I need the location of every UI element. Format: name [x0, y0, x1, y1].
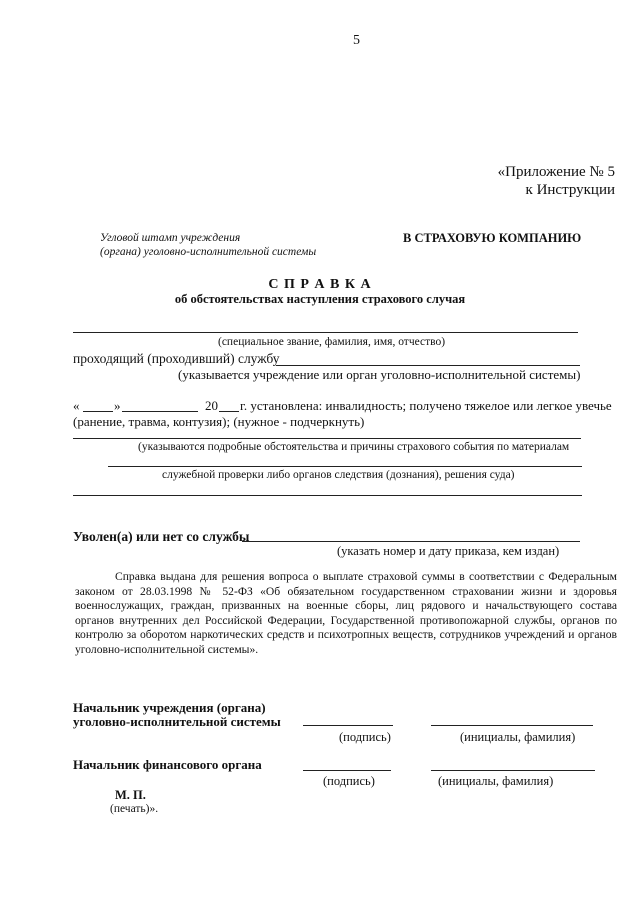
hint-name: (специальное звание, фамилия, имя, отчество): [218, 336, 446, 348]
seal-pechat: (печать)».: [110, 803, 159, 815]
signature-hint-1: (подпись): [339, 730, 391, 744]
injury-line: (ранение, травма, контузия); (нужное - подчеркнуть): [73, 414, 365, 429]
day-field-line[interactable]: [83, 411, 113, 412]
appendix-line-2: к Инструкции: [525, 182, 615, 198]
name-field-line[interactable]: [73, 332, 578, 333]
legal-basis-paragraph: Справка выдана для решения вопроса о выплате страховой суммы в соответствии с Федеральным законом от 28.03.1998 № 52-ФЗ «Об обязательном государственном страховании жизни и здоровья военнослужащих, граждан, призванных на военные сборы, лиц рядового и начальствующего состава органов внутренних дел Российской Федерации, Государственной противопожарной службы, органов по контролю за оборотом наркотических средств и психотропных веществ, сотрудников учреждений и органов уголовно-исполнительной системы».: [75, 570, 617, 656]
year-field-line[interactable]: [219, 411, 239, 412]
year-prefix: 20: [205, 398, 218, 413]
hint-investigation: служебной проверки либо органов следствия (дознания), решения суда): [162, 469, 515, 481]
signature-hint-2: (подпись): [323, 774, 375, 788]
hint-circumstances: (указываются подробные обстоятельства и причины страхового события по материалам: [138, 441, 570, 453]
appendix-line-1: «Приложение № 5: [497, 164, 615, 180]
head-finance: Начальник финансового органа: [73, 757, 262, 772]
seal-mp: М. П.: [115, 788, 146, 802]
recipient: В СТРАХОВУЮ КОМПАНИЮ: [403, 231, 582, 245]
initials-field-line-1[interactable]: [431, 725, 593, 726]
circumstances-field-line-3[interactable]: [73, 495, 582, 496]
stamp-line-2: (органа) уголовно-исполнительной системы: [100, 246, 317, 258]
stamp-line-1: Угловой штамп учреждения: [100, 232, 241, 244]
signature-field-line-2[interactable]: [303, 770, 391, 771]
document-title: С П Р А В К А: [268, 277, 372, 292]
hint-order: (указать номер и дату приказа, кем издан): [337, 544, 560, 558]
date-event-text: г. установлена: инвалидность; получено тяжелое или легкое увечье: [240, 398, 612, 413]
head-institution-line-1: Начальник учреждения (органа): [73, 700, 266, 715]
date-quote-close: »: [114, 398, 121, 413]
initials-field-line-2[interactable]: [431, 770, 595, 771]
document-subtitle: об обстоятельствах наступления страхового случая: [174, 292, 466, 306]
dismissed-label: Уволен(а) или нет со службы: [73, 529, 250, 544]
signature-field-line-1[interactable]: [303, 725, 393, 726]
circumstances-field-line-2[interactable]: [108, 466, 582, 467]
date-quote-open: «: [73, 398, 80, 413]
month-field-line[interactable]: [122, 411, 198, 412]
initials-hint-1: (инициалы, фамилия): [460, 730, 576, 744]
head-institution-line-2: уголовно-исполнительной системы: [73, 714, 281, 729]
dismissed-field-line[interactable]: [242, 541, 580, 542]
service-label: проходящий (проходивший) службу: [73, 351, 280, 366]
initials-hint-2: (инициалы, фамилия): [438, 774, 554, 788]
service-field-line[interactable]: [276, 365, 580, 366]
hint-institution: (указывается учреждение или орган уголовно-исполнительной системы): [178, 367, 581, 382]
circumstances-field-line-1[interactable]: [73, 438, 581, 439]
page-number: 5: [353, 33, 360, 48]
